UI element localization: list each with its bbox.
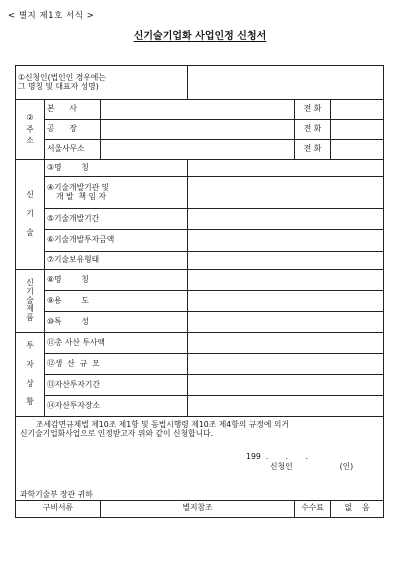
tech-period-label: ⑤기술개발기간	[45, 209, 188, 230]
address-section-header: ② 주 소	[16, 100, 45, 160]
address-row-hq	[16, 100, 384, 120]
declaration-text-line1: 조세감면규제법 제10조 제1항 및 동법시행령 제10조 제4항의 규정에 의거	[36, 420, 289, 429]
tech-name-value[interactable]	[188, 160, 384, 177]
tech-developer-label: ④기술개발기관 및 개 발 책 임 자	[45, 177, 188, 209]
invest-row-total	[16, 333, 384, 354]
product-name-label: ⑧명 칭	[45, 270, 188, 291]
phone-value-hq[interactable]	[331, 100, 384, 120]
address-label-seoul: 서울사무소	[45, 140, 101, 160]
footer-row	[16, 500, 384, 517]
invest-row-scale	[16, 354, 384, 375]
address-value-hq[interactable]	[101, 100, 295, 120]
product-name-value[interactable]	[188, 270, 384, 291]
seal-mark: (인)	[339, 461, 354, 471]
phone-value-seoul[interactable]	[331, 140, 384, 160]
invest-scale-label: ⑫생 산 규 모	[45, 354, 188, 375]
applicant-signature-label: 신청인	[270, 461, 293, 471]
new-tech-section-header: 신 기 술	[16, 160, 45, 270]
product-use-label: ⑨용 도	[45, 291, 188, 312]
applicant-label: ①신청인(법인인 경우에는 그 명칭 및 대표자 성명)	[16, 66, 188, 100]
product-row-use	[16, 291, 384, 312]
declaration-row	[16, 417, 384, 501]
invest-total-value[interactable]	[188, 333, 384, 354]
invest-location-value[interactable]	[188, 396, 384, 417]
applicant-value[interactable]	[188, 66, 384, 100]
phone-value-factory[interactable]	[331, 120, 384, 140]
invest-location-label: ⑭자산투자장소	[45, 396, 188, 417]
form-reference: < 별지 제1호 서식 >	[8, 11, 95, 21]
invest-period-label: ⑬자산투자기간	[45, 375, 188, 396]
phone-label-factory: 전 화	[295, 120, 331, 140]
required-docs-label: 구비서류	[16, 500, 101, 517]
tech-name-label: ③명 칭	[45, 160, 188, 177]
declaration-text-line2: 신기술기업화사업으로 인정받고자 위와 같이 신청합니다.	[20, 428, 214, 438]
product-feature-value[interactable]	[188, 312, 384, 333]
tech-period-value[interactable]	[188, 209, 384, 230]
address-value-factory[interactable]	[101, 120, 295, 140]
phone-label-hq: 전 화	[295, 100, 331, 120]
invest-row-location	[16, 396, 384, 417]
applicant-row	[16, 66, 384, 100]
tech-investment-value[interactable]	[188, 230, 384, 252]
product-use-value[interactable]	[188, 291, 384, 312]
tech-ownership-label: ⑦기술보유형태	[45, 252, 188, 270]
addressee: 과학기술부 장관 귀하	[20, 489, 93, 499]
invest-total-label: ⑪총 사산 투사액	[45, 333, 188, 354]
product-row-name	[16, 270, 384, 291]
tech-ownership-value[interactable]	[188, 252, 384, 270]
tech-row-name	[16, 160, 384, 177]
declaration-block	[16, 417, 384, 501]
required-docs-value: 별지참조	[101, 500, 295, 517]
product-section-header: 신 기 술 제 품	[16, 270, 45, 333]
tech-row-ownership	[16, 252, 384, 270]
address-row-factory	[16, 120, 384, 140]
tech-row-developer	[16, 177, 384, 209]
investment-section-header: 투 자 상 황	[16, 333, 45, 417]
invest-period-value[interactable]	[188, 375, 384, 396]
address-label-factory: 공 장	[45, 120, 101, 140]
tech-developer-value[interactable]	[188, 177, 384, 209]
address-label-hq: 본 사	[45, 100, 101, 120]
fee-label: 수수료	[295, 500, 331, 517]
document-title: 신기술기업화 사업인정 신청서	[133, 31, 267, 42]
tech-row-period	[16, 209, 384, 230]
invest-scale-value[interactable]	[188, 354, 384, 375]
phone-label-seoul: 전 화	[295, 140, 331, 160]
product-feature-label: ⑩특 성	[45, 312, 188, 333]
declaration-date: 199 . . .	[246, 451, 308, 461]
product-row-feature	[16, 312, 384, 333]
address-value-seoul[interactable]	[101, 140, 295, 160]
address-row-seoul	[16, 140, 384, 160]
application-form-table	[15, 65, 384, 518]
tech-investment-label: ⑥기술개발투자금액	[45, 230, 188, 252]
invest-row-period	[16, 375, 384, 396]
fee-value: 없 음	[331, 500, 384, 517]
tech-row-investment	[16, 230, 384, 252]
